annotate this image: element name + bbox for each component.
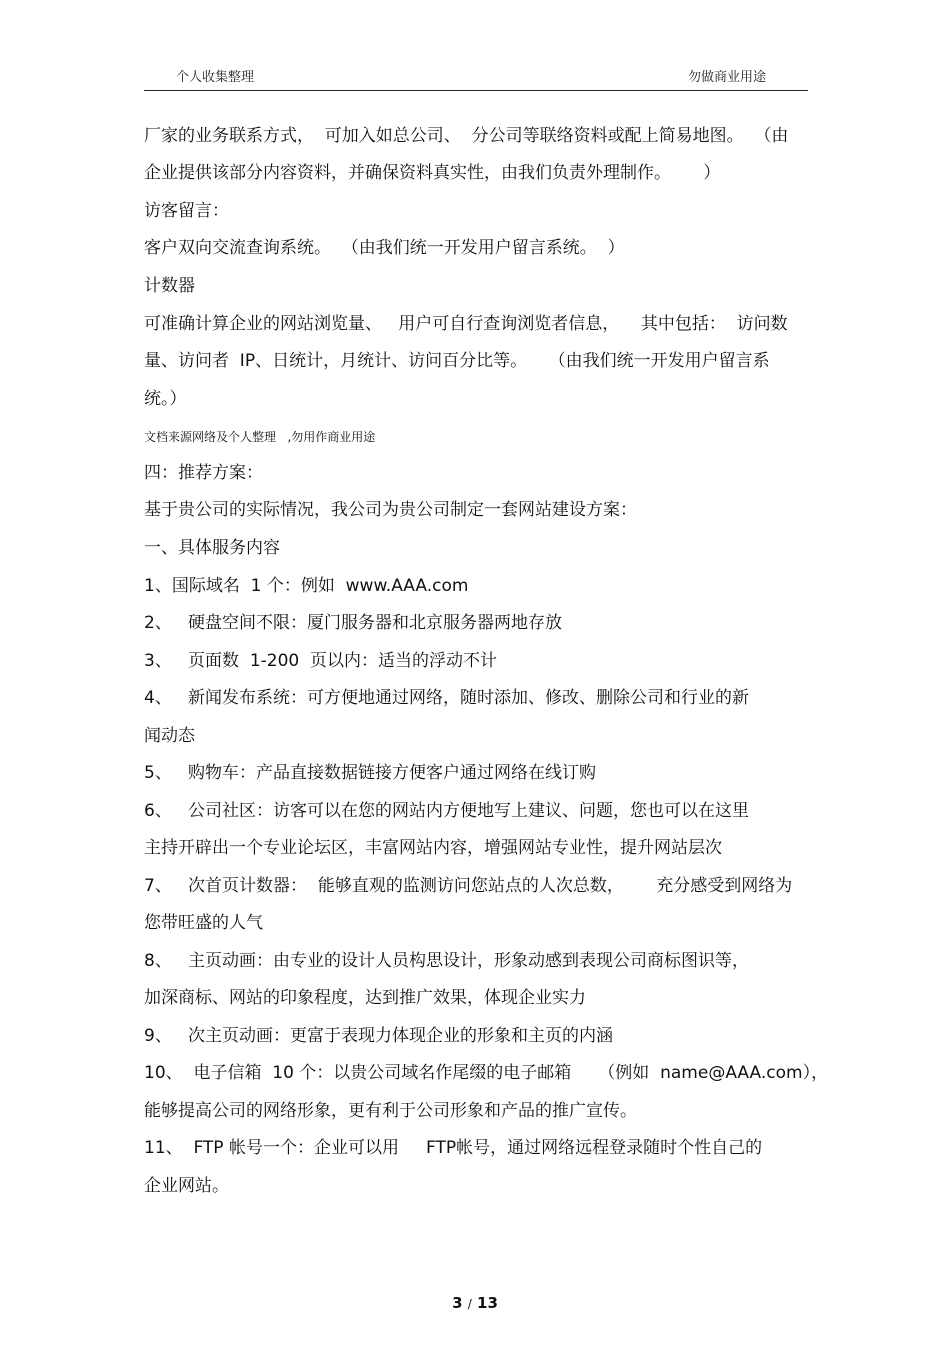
list-item: 7、 次首页计数器： 能够直观的监测访问您站点的人次总数， 充分感受到网络为: [144, 876, 793, 896]
list-item: 11、 FTP 帐号一个：企业可以用 FTP帐号，通过网络远程登录随时个性自己的: [144, 1138, 763, 1158]
list-item-continuation: 加深商标、网站的印象程度，达到推广效果，体现企业实力: [144, 988, 586, 1008]
list-item: 2、 硬盘空间不限：厦门服务器和北京服务器两地存放: [144, 613, 563, 633]
list-item: 4、 新闻发布系统：可方便地通过网络，随时添加、修改、删除公司和行业的新: [144, 688, 750, 708]
page-current: 3: [452, 1294, 463, 1312]
header-left-text: 个人收集整理: [176, 70, 255, 85]
list-item: 6、 公司社区：访客可以在您的网站内方便地写上建议、问题，您也可以在这里: [144, 801, 750, 821]
header-right-text: 勿做商业用途: [688, 70, 767, 85]
page-number: [0, 1294, 950, 1312]
page-separator: /: [467, 1297, 472, 1311]
list-item: 3、 页面数 1-200 页以内：适当的浮动不计: [144, 651, 498, 671]
list-item-continuation: 能够提高公司的网络形象，更有利于公司形象和产品的推广宣传。: [144, 1101, 637, 1121]
body-line: 可准确计算企业的网站浏览量、 用户可自行查询浏览者信息， 其中包括： 访问数: [144, 314, 788, 334]
body-line: 统。）: [144, 389, 187, 409]
list-item-continuation: 主持开辟出一个专业论坛区，丰富网站内容，增强网站专业性，提升网站层次: [144, 838, 722, 858]
body-line: 厂家的业务联系方式， 可加入如总公司、 分公司等联络资料或配上简易地图。 （由: [144, 126, 789, 146]
body-line: 客户双向交流查询系统。 （由我们统一开发用户留言系统。 ）: [144, 238, 625, 258]
list-item: 8、 主页动画：由专业的设计人员构思设计，形象动感到表现公司商标图识等，: [144, 951, 750, 971]
body-line: 访客留言：: [144, 201, 229, 221]
header-divider: [144, 90, 808, 91]
body-line: 量、访问者 IP、日统计，月统计、访问百分比等。 （由我们统一开发用户留言系: [144, 351, 770, 371]
list-item-continuation: 闻动态: [144, 726, 195, 746]
list-item: 5、 购物车：产品直接数据链接方便客户通过网络在线订购: [144, 763, 597, 783]
source-note: 文档来源网络及个人整理 ,勿用作商业用途: [144, 430, 376, 444]
body-line: 计数器: [144, 276, 195, 296]
body-line: 基于贵公司的实际情况，我公司为贵公司制定一套网站建设方案：: [144, 500, 637, 520]
page-total: 13: [477, 1294, 498, 1312]
subsection-heading: 一、具体服务内容: [144, 538, 280, 558]
body-line: 企业提供该部分内容资料，并确保资料真实性，由我们负责外理制作。 ）: [144, 163, 721, 183]
list-item: 1、国际域名 1 个：例如 www.AAA.com: [144, 576, 469, 596]
list-item-continuation: 企业网站。: [144, 1176, 229, 1196]
list-item-continuation: 您带旺盛的人气: [144, 913, 263, 933]
list-item: 9、 次主页动画：更富于表现力体现企业的形象和主页的内涵: [144, 1026, 614, 1046]
section-heading: 四：推荐方案：: [144, 463, 263, 483]
list-item: 10、 电子信箱 10 个：以贵公司域名作尾缀的电子邮箱 （例如 name@AAA.com），: [144, 1063, 829, 1083]
